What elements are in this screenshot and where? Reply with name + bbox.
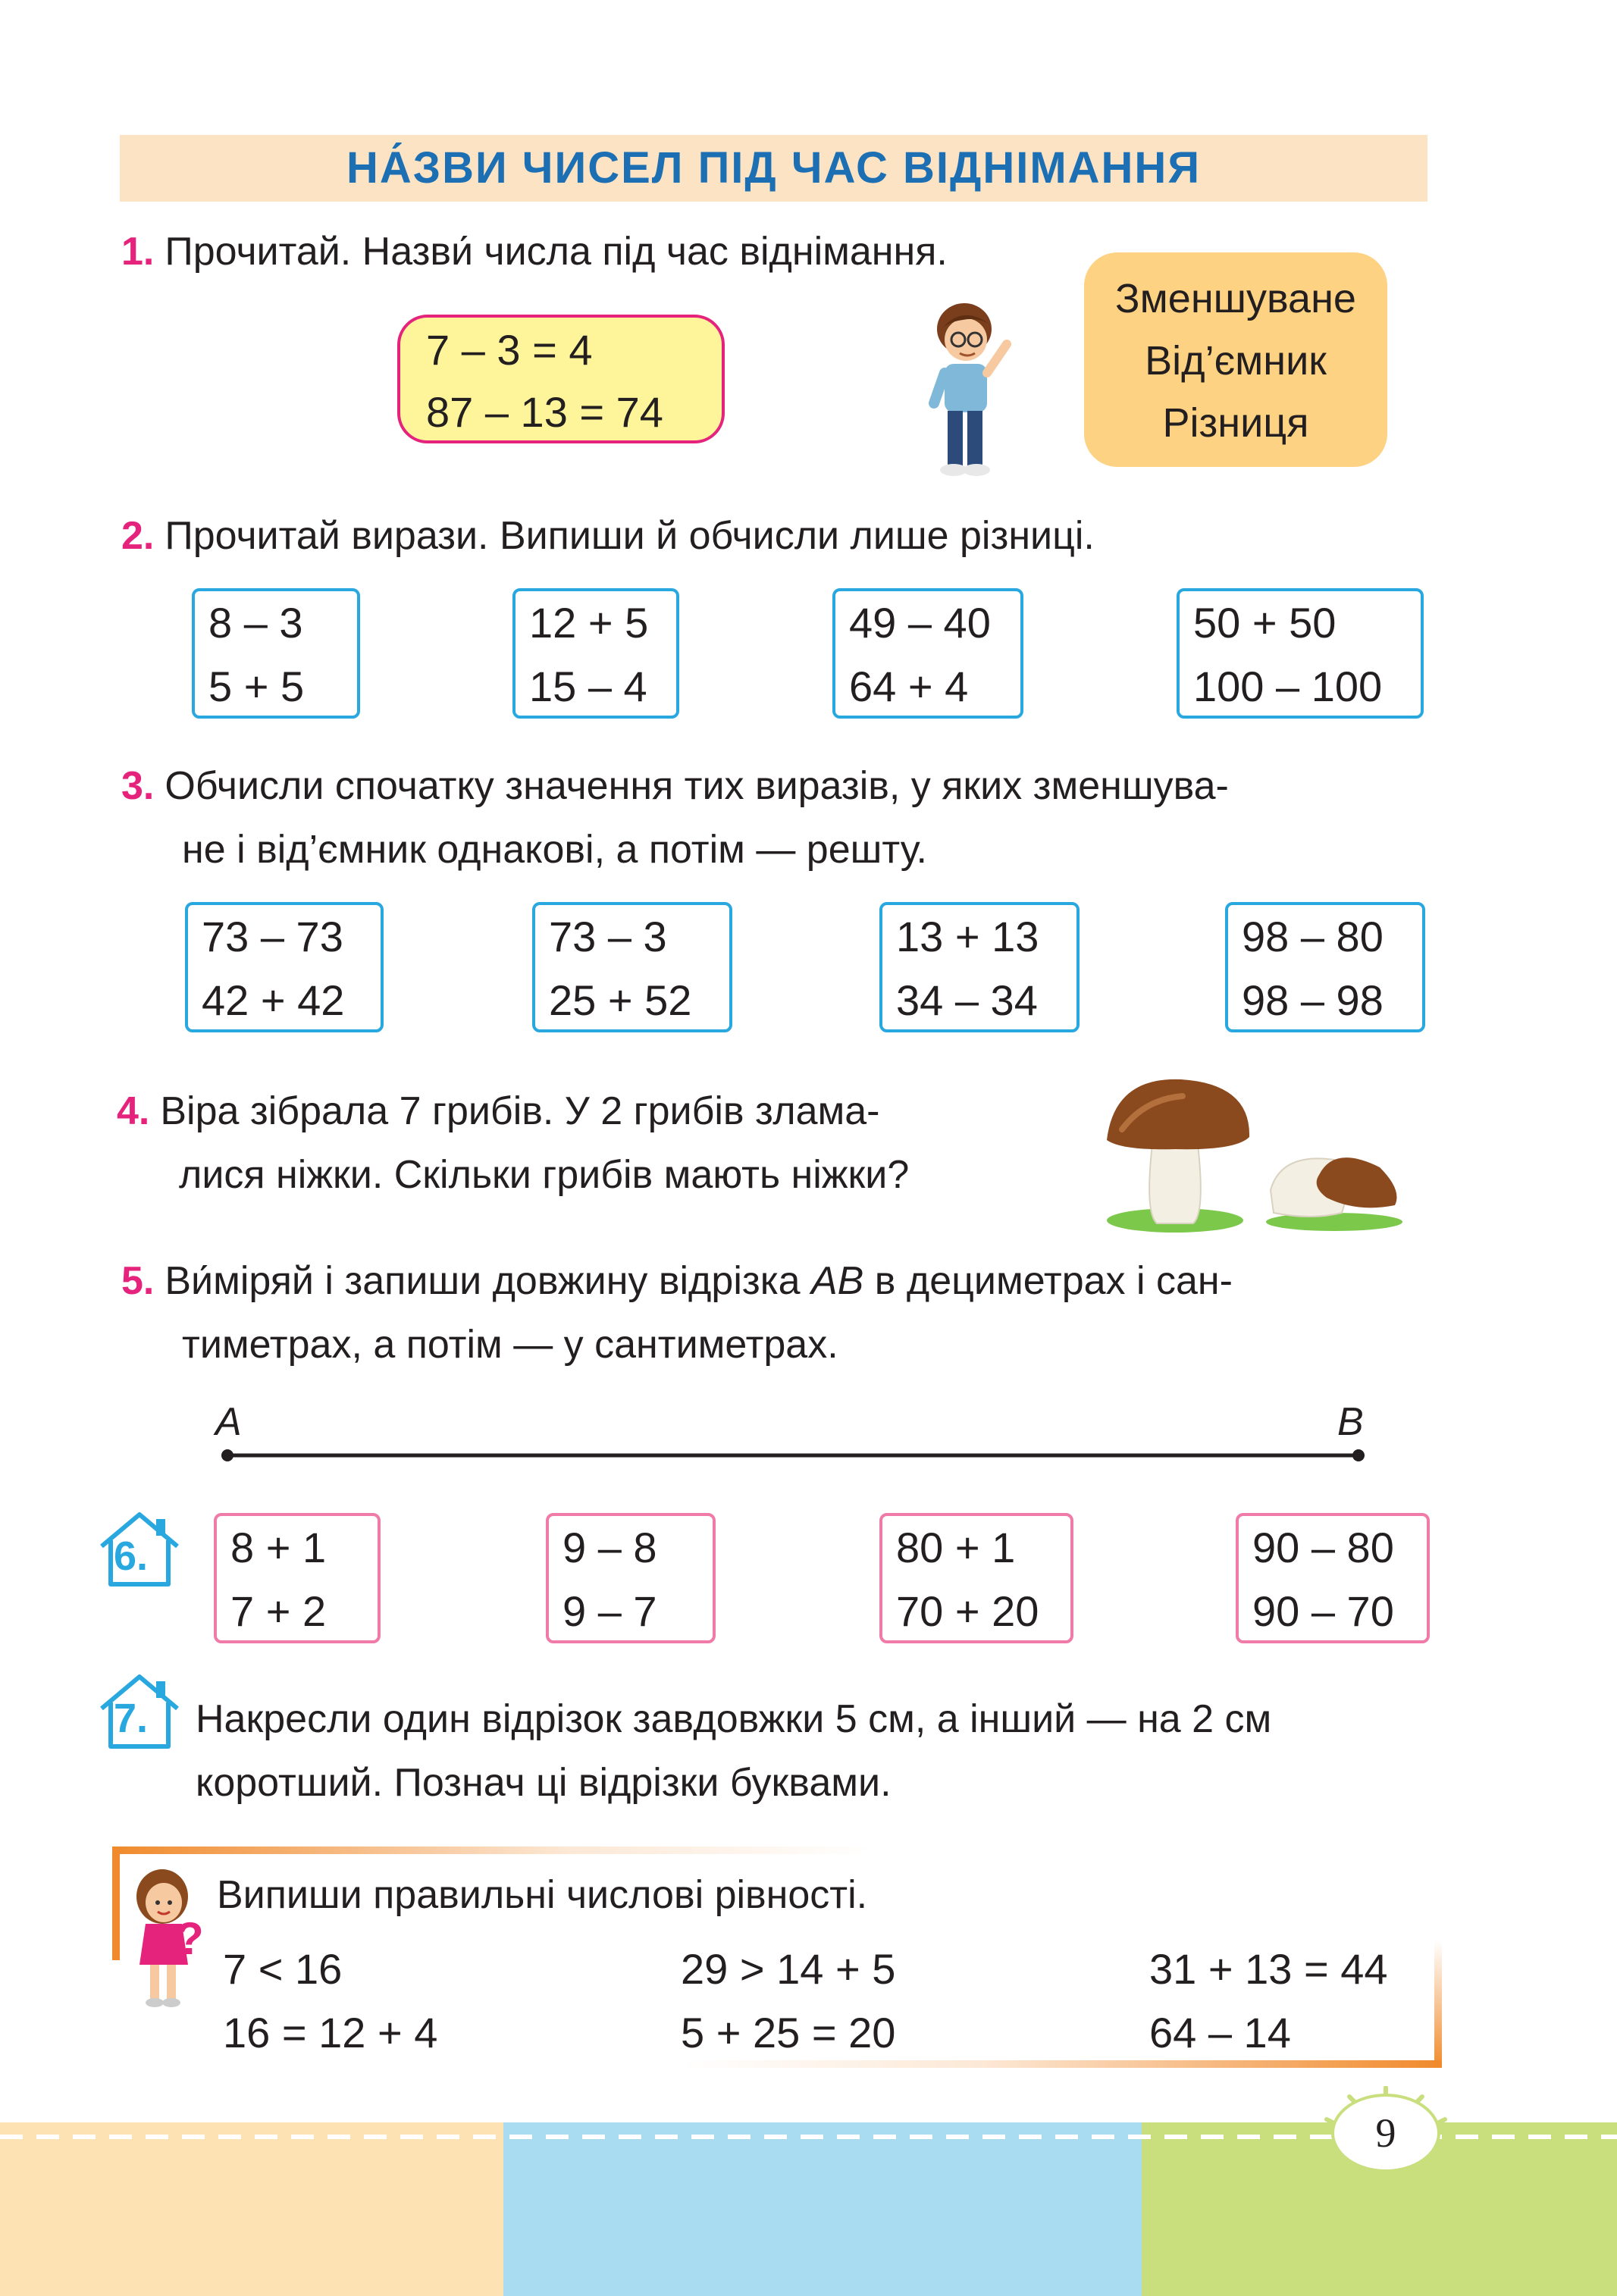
- point-a: [221, 1449, 233, 1461]
- expression-box: [1236, 1513, 1430, 1643]
- expression-box: [1225, 902, 1425, 1032]
- task-text: Накресли один відрізок завдовжки 5 см, а інший — на 2 см: [196, 1697, 1272, 1741]
- task-7: [196, 1687, 1271, 1815]
- point-b: [1352, 1449, 1365, 1461]
- bonus-task-text: Випиши правильні числові рівності.: [217, 1873, 868, 1917]
- expression-box: [185, 902, 384, 1032]
- task-number: 5.: [121, 1259, 155, 1303]
- term-minuend: Зменшуване: [1115, 276, 1356, 321]
- expression-box: [879, 1513, 1073, 1643]
- expression: 9 – 7: [563, 1587, 657, 1635]
- expression: 73 – 3: [549, 913, 667, 960]
- bonus-column-2: [681, 1937, 895, 2065]
- task-text: не і від’ємник однакові, а потім — решту.: [182, 828, 927, 872]
- expression: 42 + 42: [202, 976, 345, 1024]
- expression: 7 + 2: [230, 1587, 327, 1635]
- expression: 31 + 13 = 44: [1149, 1945, 1388, 1993]
- expression: 9 – 8: [563, 1524, 657, 1571]
- expression: 15 – 4: [529, 662, 647, 710]
- expression: 98 – 98: [1242, 976, 1384, 1024]
- expression-box: [214, 1513, 381, 1643]
- svg-text:?: ?: [176, 1913, 204, 1964]
- expression: 8 + 1: [230, 1524, 327, 1571]
- point-a-label: A: [215, 1400, 242, 1444]
- expression: 90 – 70: [1252, 1587, 1394, 1635]
- task-text: тиметрах, а потім — у сантиметрах.: [182, 1323, 838, 1367]
- term-subtrahend: Від’ємник: [1145, 338, 1327, 384]
- expression-box: [512, 588, 679, 719]
- expression-box: [1177, 588, 1424, 719]
- page-number: 9: [1375, 2110, 1396, 2156]
- task-5: [121, 1249, 1233, 1377]
- segment-name: AB: [810, 1259, 864, 1303]
- girl-illustration: [123, 1866, 206, 2010]
- expression: 8 – 3: [208, 599, 303, 647]
- expression-box: [192, 588, 360, 719]
- bonus-column-3: [1149, 1937, 1388, 2065]
- equation: 87 – 13 = 74: [426, 388, 663, 436]
- task-4: [117, 1079, 909, 1207]
- expression: 100 – 100: [1193, 662, 1383, 710]
- expression-box: [532, 902, 732, 1032]
- term-difference: Різниця: [1162, 400, 1309, 446]
- equation: 7 – 3 = 4: [426, 326, 593, 374]
- point-b-label: B: [1337, 1400, 1364, 1444]
- expression: 29 > 14 + 5: [681, 1945, 896, 1993]
- expression: 25 + 52: [549, 976, 692, 1024]
- expression: 73 – 73: [202, 913, 343, 960]
- task-number: 3.: [121, 764, 155, 808]
- expression: 98 – 80: [1242, 913, 1384, 960]
- expression: 34 – 34: [896, 976, 1038, 1024]
- expression: 64 – 14: [1149, 2009, 1291, 2056]
- expression-box: [879, 902, 1080, 1032]
- task-text: Прочитай вирази. Випиши й обчисли лише різниці.: [165, 514, 1095, 558]
- page-title: НА́ЗВИ ЧИСЕЛ ПІД ЧАС ВІДНІМАННЯ: [346, 143, 1202, 193]
- task-text: коротший. Познач ці відрізки буквами.: [196, 1761, 892, 1805]
- task-text: Віра зібрала 7 грибів. У 2 грибів злама-: [160, 1089, 880, 1133]
- task-text: лися ніжки. Скільки грибів мають ніжки?: [179, 1153, 910, 1197]
- expression: 5 + 25 = 20: [681, 2009, 896, 2056]
- expression: 50 + 50: [1193, 599, 1337, 647]
- expression: 64 + 4: [849, 662, 969, 710]
- task-number: 1.: [121, 230, 155, 274]
- task-1: [121, 220, 948, 283]
- expression: 7 < 16: [223, 1945, 343, 1993]
- task-number: 6.: [114, 1533, 149, 1579]
- task-text: в дециметрах і сан-: [863, 1259, 1233, 1303]
- expression: 80 + 1: [896, 1524, 1016, 1571]
- footer-band-left: [0, 2122, 503, 2296]
- example-equations: [397, 315, 725, 443]
- task-number: 2.: [121, 514, 155, 558]
- task-number: 7.: [114, 1696, 149, 1741]
- expression: 70 + 20: [896, 1587, 1039, 1635]
- expression: 5 + 5: [208, 662, 305, 710]
- expression: 13 + 13: [896, 913, 1039, 960]
- boy-illustration: [917, 297, 1023, 479]
- task-3: [121, 754, 1229, 882]
- expression: 49 – 40: [849, 599, 991, 647]
- segment-ab: [220, 1446, 1372, 1464]
- expression-box: [832, 588, 1023, 719]
- footer-band-middle: [503, 2122, 1142, 2296]
- task-2: [121, 504, 1095, 568]
- task-text: Обчисли спочатку значення тих виразів, у яких зменшува-: [165, 764, 1229, 808]
- expression: 12 + 5: [529, 599, 649, 647]
- task-text: Ви́міряй і запиши довжину відрізка: [165, 1259, 811, 1303]
- expression-box: [546, 1513, 716, 1643]
- task-text: Прочитай. Назви́ числа під час віднімання.: [165, 230, 948, 274]
- bonus-column-1: [223, 1937, 437, 2065]
- terms-box: [1084, 252, 1387, 467]
- expression: 90 – 80: [1252, 1524, 1394, 1571]
- expression: 16 = 12 + 4: [223, 2009, 438, 2056]
- mushrooms-illustration: [1084, 1061, 1410, 1236]
- task-number: 4.: [117, 1089, 150, 1133]
